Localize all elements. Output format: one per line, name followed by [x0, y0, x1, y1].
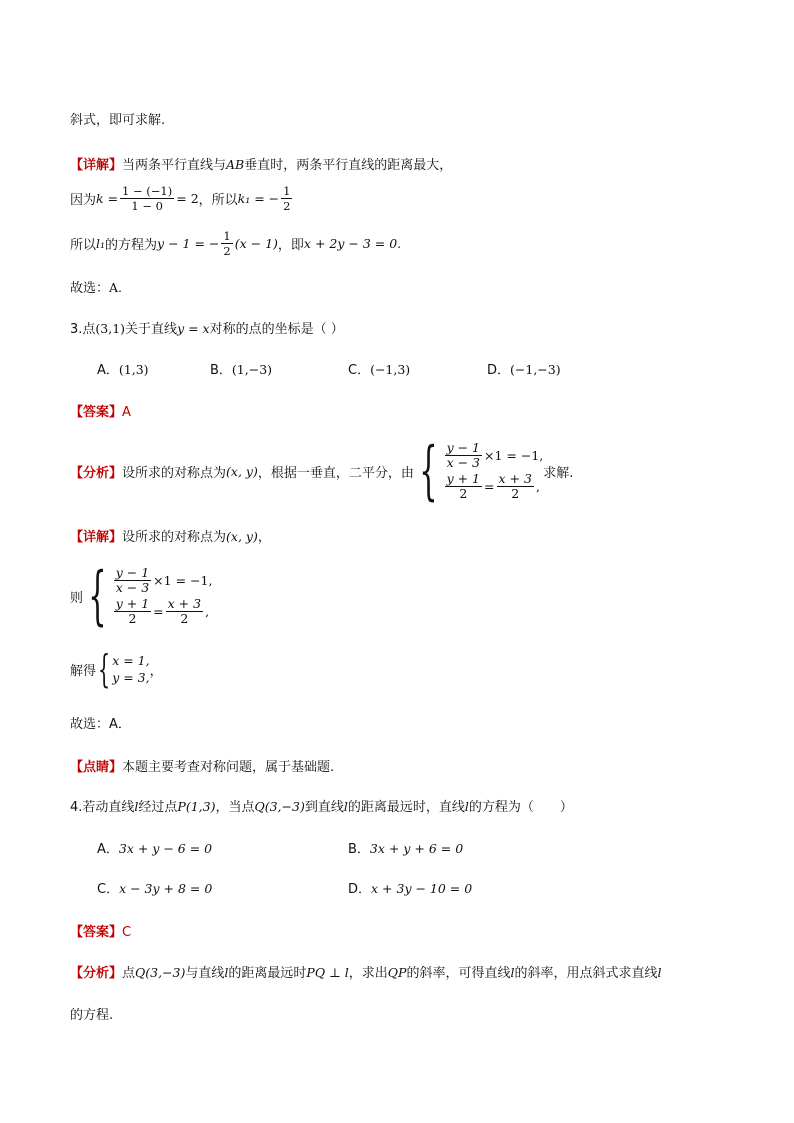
left-brace: {: [419, 434, 438, 508]
detail-text-pre: 当两条平行直线与: [122, 158, 227, 173]
detail-paragraph: [70, 154, 452, 173]
slope-formula-line: [70, 184, 294, 213]
q3-detail-line: [70, 526, 271, 545]
numerator: x + 3: [167, 596, 202, 611]
q4-stem-mid: 经过点: [138, 800, 178, 815]
line-l: l: [343, 799, 348, 814]
fraction: [114, 566, 151, 595]
point-q: Q(3,−3): [135, 965, 186, 980]
fraction: [114, 597, 151, 626]
denominator: x − 3: [446, 455, 481, 470]
line-l: l: [224, 965, 229, 980]
numerator: y + 1: [446, 471, 481, 486]
fraction: [166, 597, 203, 626]
q4-analysis-line-1: [70, 962, 662, 981]
option-value: x − 3y + 8 = 0: [119, 881, 213, 896]
analysis-post: 求解.: [543, 465, 574, 481]
half-denominator: 2: [223, 244, 231, 258]
option-letter: D．: [348, 882, 372, 897]
half-denominator: 2: [283, 199, 291, 213]
then-label: 则: [70, 590, 84, 606]
answer-tag: 【答案】: [70, 405, 123, 420]
denominator: x − 3: [115, 580, 150, 595]
choose-line: [70, 277, 122, 296]
analysis-text: ，求出: [348, 966, 388, 981]
equals: =: [153, 604, 164, 619]
question-3-stem: [70, 318, 344, 337]
q3-choose-line: [70, 713, 131, 732]
comment-text: 本题主要考查对称问题，属于基础题.: [122, 760, 335, 775]
equation-rhs: (x − 1): [234, 236, 278, 251]
analysis-text: 与直线: [185, 966, 225, 981]
q4-analysis-line-2: 的方程.: [70, 1008, 114, 1023]
so-label: 所以: [70, 238, 97, 253]
l1-symbol: l₁: [96, 236, 106, 251]
choose-answer: A．: [109, 717, 131, 732]
equation-of-label: 的方程为: [105, 238, 158, 253]
analysis-text: 的距离最远时: [228, 966, 307, 981]
q4-stem-mid: ，当点: [215, 800, 255, 815]
q4-option-b[interactable]: [348, 838, 463, 857]
q4-option-d[interactable]: [348, 878, 472, 897]
numerator: x + 3: [498, 471, 532, 486]
half-numerator: 1: [283, 184, 291, 198]
system-rows: [443, 441, 544, 501]
detail-tag: 【详解】: [70, 158, 123, 173]
option-letter: D．: [487, 363, 511, 378]
analysis-tag: 【分析】: [70, 465, 123, 481]
denominator: 2: [180, 611, 189, 626]
option-value: (−1,3): [370, 362, 411, 377]
option-letter: B．: [348, 842, 370, 857]
q3-option-c[interactable]: [348, 359, 410, 378]
segment-qp: QP: [387, 965, 407, 980]
equation-lhs: y − 1 = −: [157, 236, 220, 251]
namely-label: ，即: [277, 238, 304, 253]
row-rest: ×1 = −1,: [484, 448, 544, 463]
q4-stem-post: 的方程为（ ）: [468, 800, 573, 815]
point-p: P(1,3): [177, 799, 216, 814]
half-numerator: 1: [223, 229, 231, 243]
detail-text-post: 垂直时，两条平行直线的距离最大，: [244, 158, 453, 173]
option-value: (1,3): [118, 362, 149, 377]
system-row-2: [112, 597, 213, 626]
half-fraction: [281, 184, 292, 213]
left-brace: {: [98, 647, 111, 691]
row-rest: ×1 = −1,: [153, 573, 213, 588]
slope-denominator: 1 − 0: [131, 199, 163, 213]
option-letter: B．: [210, 363, 232, 378]
so-label: ，所以: [198, 193, 238, 208]
solve-label: 解得: [70, 663, 97, 679]
q4-stem-mid: 的距离最远时，直线: [347, 800, 465, 815]
analysis-mid: ，根据一垂直，二平分，由: [257, 465, 414, 481]
option-letter: C．: [97, 882, 120, 897]
q4-stem-mid: 到直线: [304, 800, 344, 815]
system-row-1: [443, 441, 544, 470]
system-rows: [112, 566, 213, 626]
q3-stem-mid: 关于直线: [125, 322, 178, 337]
q3-option-b[interactable]: [210, 359, 272, 378]
q3-option-a[interactable]: [97, 359, 149, 378]
numerator: y + 1: [115, 596, 150, 611]
q3-point: (3,1): [95, 321, 126, 336]
option-letter: C．: [348, 363, 371, 378]
solution-x: x = 1,: [112, 653, 150, 668]
line-l: l: [657, 965, 662, 980]
q3-analysis: [70, 433, 573, 509]
fraction: [445, 441, 482, 470]
q3-option-d[interactable]: [487, 359, 561, 378]
q3-comment-line: [70, 756, 334, 775]
q3-answer-line: [70, 401, 131, 420]
answer-value: A: [122, 405, 131, 420]
segment-ab: AB: [226, 157, 245, 172]
option-letter: A．: [97, 363, 119, 378]
k1-equals: k₁ = −: [237, 191, 280, 206]
text-line: 斜式，即可求解.: [70, 113, 166, 128]
answer-value: C: [122, 925, 132, 940]
q3-then-system: [70, 559, 212, 633]
analysis-text: 点: [122, 966, 136, 981]
point-xy: (x, y): [226, 463, 258, 479]
choose-label: 故选：: [70, 281, 110, 296]
equals: =: [484, 479, 495, 494]
fraction: [445, 472, 482, 501]
system-row-2: [443, 472, 544, 501]
numerator: y − 1: [446, 440, 481, 455]
denominator: 2: [459, 486, 468, 501]
half-fraction: [221, 229, 232, 258]
option-value: 3x + y + 6 = 0: [369, 841, 464, 856]
choose-answer: A.: [109, 280, 123, 295]
left-brace: {: [88, 559, 107, 633]
denominator: 2: [128, 611, 137, 626]
equation-result: x + 2y − 3 = 0.: [303, 236, 402, 251]
system-row-1: [112, 566, 213, 595]
line-l: l: [510, 965, 515, 980]
analysis-text: 的斜率，可得直线: [406, 966, 511, 981]
perpendicular-expr: PQ ⊥ l: [306, 965, 349, 980]
detail-post: ，: [257, 530, 271, 545]
q3-line: y = x: [177, 321, 210, 336]
point-q: Q(3,−3): [254, 799, 305, 814]
q3-solution: [70, 648, 163, 690]
fraction: [497, 472, 534, 501]
slope-numerator: 1 − (−1): [122, 184, 173, 198]
comment-tag: 【点睛】: [70, 760, 123, 775]
line-l: l: [464, 799, 469, 814]
k-equals: k =: [96, 191, 119, 206]
analysis-pre: 设所求的对称点为: [122, 465, 227, 481]
slope-value: = 2: [176, 191, 199, 206]
answer-tag: 【答案】: [70, 925, 123, 940]
slope-fraction: [120, 184, 174, 213]
option-letter: A．: [97, 842, 119, 857]
numerator: y − 1: [115, 565, 150, 580]
analysis-text: 的斜率，用点斜式求直线: [514, 966, 658, 981]
option-value: 3x + y − 6 = 0: [118, 841, 213, 856]
solution-end: ，: [149, 663, 163, 679]
detail-tag: 【详解】: [70, 530, 123, 545]
q4-option-a[interactable]: [97, 838, 212, 857]
choose-label: 故选：: [70, 717, 110, 732]
row-end: ,: [205, 604, 210, 619]
row-end: ,: [535, 479, 540, 494]
denominator: 2: [511, 486, 520, 501]
q3-stem-post: 对称的点的坐标是（ ）: [209, 322, 344, 337]
option-value: (−1,−3): [510, 362, 561, 377]
solution-rows: [112, 652, 149, 686]
equation-line: [70, 229, 401, 258]
detail-pre: 设所求的对称点为: [122, 530, 227, 545]
because-label: 因为: [70, 193, 97, 208]
q3-stem-pre: 3.点: [70, 322, 96, 337]
q4-option-c[interactable]: [97, 878, 212, 897]
q4-stem-pre: 4.若动直线: [70, 800, 135, 815]
line-l: l: [134, 799, 139, 814]
option-value: x + 3y − 10 = 0: [371, 881, 473, 896]
question-4-stem: [70, 796, 573, 815]
analysis-tag: 【分析】: [70, 966, 123, 981]
option-value: (1,−3): [231, 362, 273, 377]
solution-y: y = 3,: [112, 670, 150, 685]
q4-answer-line: [70, 921, 131, 940]
point-xy: (x, y): [226, 529, 258, 544]
equation-system: [414, 434, 544, 508]
